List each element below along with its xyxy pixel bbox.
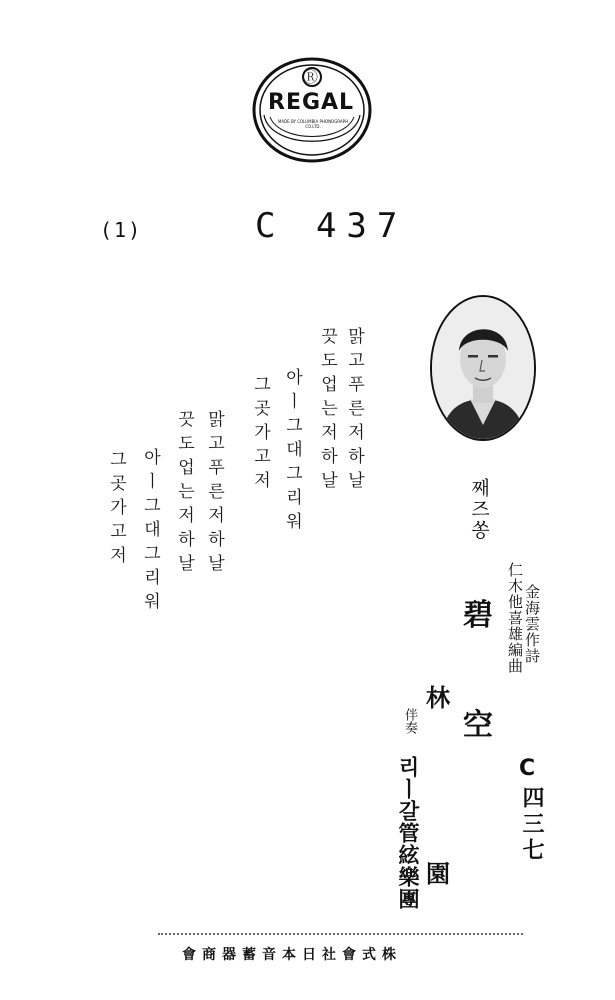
lyric-verse2-line1: 맑고푸른저하날: [204, 410, 224, 578]
lyric-verse1-line4: 그곳가고저: [250, 375, 270, 495]
song-title-char1: 碧: [463, 598, 493, 633]
lyric-verse1-line1: 맑고푸른저하날: [344, 327, 364, 495]
lyric-verse2-line4: 그곳가고저: [106, 450, 126, 570]
artist-char2: 園: [426, 859, 450, 888]
performer-name: 리ㅣ갈管絃樂團: [396, 756, 420, 910]
lyric-verse1-line2: 끗도업는저하날: [317, 327, 337, 495]
regal-logo: [250, 55, 374, 165]
brand-name: REGAL: [268, 90, 355, 115]
portrait-image: [430, 295, 536, 441]
logo-emblem-glyph: Ⓡ: [303, 68, 319, 86]
artist-portrait: [430, 295, 536, 441]
logo-tagline: MADE BY COLUMBIA PHONOGRAPH CO.LTD.: [277, 119, 349, 129]
catalog-vertical-number: 四三七: [519, 786, 545, 864]
performer-label: 伴奏: [402, 708, 417, 734]
song-title-char2: 空: [463, 708, 493, 743]
lyricist-credit: 金海雲作詩: [523, 584, 541, 664]
catalog-number: C 437: [255, 206, 408, 246]
side-number: (1): [100, 218, 143, 242]
lyric-verse2-line2: 끗도업는저하날: [174, 410, 194, 578]
artist-char1: 林: [426, 683, 450, 712]
arranger-credit: 仁木他喜雄編曲: [506, 562, 524, 674]
lyric-verse2-line3: 아ㅣ그대그리워: [140, 448, 160, 616]
catalog-vertical-letter: C: [519, 756, 536, 781]
genre-label: 째즈쏭: [468, 478, 490, 541]
lyric-verse1-line3: 아ㅣ그대그리워: [282, 368, 302, 536]
footer-divider: [158, 933, 523, 937]
footer-company: 會商器蓄音本日社會式株: [182, 947, 402, 963]
